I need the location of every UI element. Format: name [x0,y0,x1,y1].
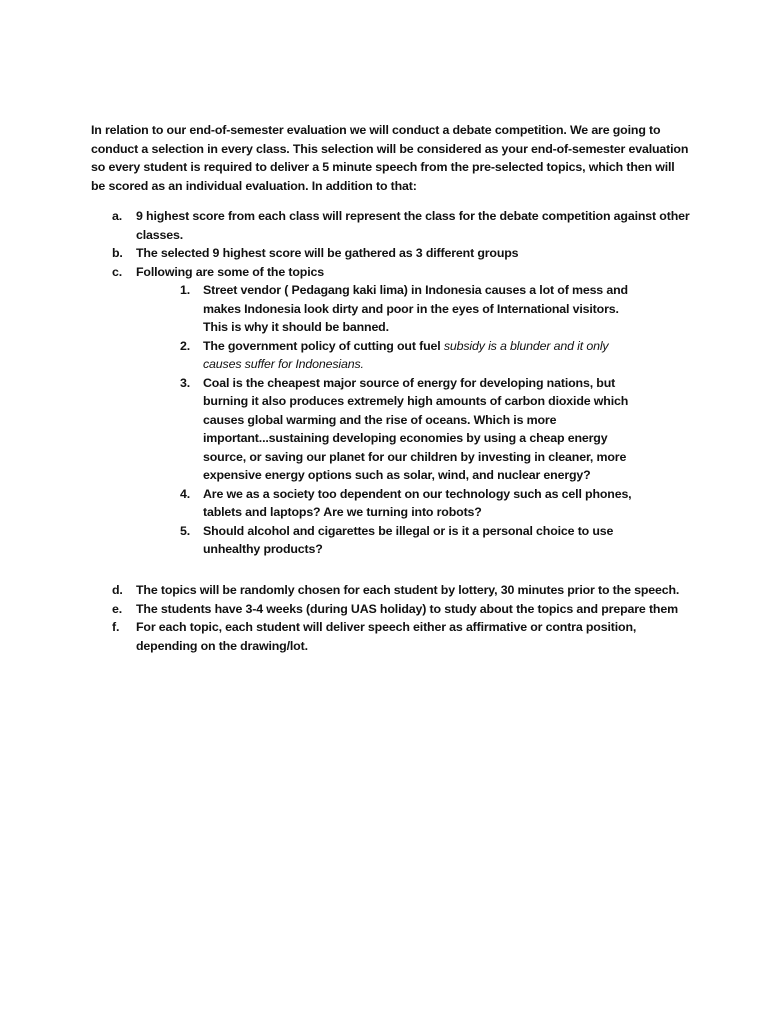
topic-item-2 [158,337,643,374]
list-item-b [91,244,691,263]
topic-marker: 4. [180,486,191,501]
list-item-e [91,600,691,619]
list-marker: d. [112,583,123,597]
list-item-c [91,263,691,559]
topics-list [158,281,643,559]
intro-paragraph [91,121,691,195]
list-marker: c. [112,264,123,279]
list-item-text: For each topic, each student will deliver speech either as affirmative or contra position, depending on the drawing/lot. [136,620,637,653]
topic-text: Street vendor ( Pedagang kaki lima) in Indonesia causes a lot of mess and makes Indonesia look dirty and poor in the eyes of International visitors. This is why it should be banned. [203,283,628,334]
list-item-text: Following are some of the topics [136,264,324,279]
topic-item-5 [158,522,643,559]
topic-item-1 [158,281,643,337]
intro-text: In relation to our end-of-semester evaluation we will conduct a debate competition. We are going to conduct a selection in every class. This selection will be considered as your end-of-semester evaluation so every student is required to deliver a 5 minute speech from the pre-selected topics, which then will be scored as an individual evaluation. In addition to that: [91,123,689,193]
topic-item-3 [158,374,643,485]
topic-text: Are we as a society too dependent on our technology such as cell phones, tablets and laptops? Are we turning into robots? [203,486,632,519]
list-item-f [91,618,691,655]
topic-item-4 [158,485,643,522]
list-item-text: The topics will be randomly chosen for each student by lottery, 30 minutes prior to the speech. [136,583,680,597]
topic-marker: 2. [180,338,191,353]
list-marker: a. [112,209,123,223]
topic-text: Coal is the cheapest major source of energy for developing nations, but burning it also produces extremely high amounts of carbon dioxide which causes global warming and the rise of oceans. Which is more important...sustaining developing economies by using a cheap energy source, or saving our planet for our children by investing in cleaner, more expensive energy options such as solar, wind, and nuclear energy? [203,375,629,482]
topic-marker: 3. [180,375,191,390]
list-marker: f. [112,620,120,634]
topic-text-italic: subsidy is a blunder and it only causes suffer for Indonesians. [203,338,609,371]
list-marker: e. [112,601,123,616]
procedure-list [91,581,691,655]
requirements-list [91,207,691,559]
list-item-text: The selected 9 highest score will be gathered as 3 different groups [136,246,519,260]
list-item-text: The students have 3-4 weeks (during UAS holiday) to study about the topics and prepare them [136,601,678,616]
list-marker: b. [112,246,123,260]
list-item-a [91,207,691,244]
list-item-text: 9 highest score from each class will represent the class for the debate competition against other classes. [136,209,690,242]
topic-marker: 1. [180,283,191,297]
topic-text: Should alcohol and cigarettes be illegal or is it a personal choice to use unhealthy products? [203,523,614,556]
list-item-d [91,581,691,600]
topic-marker: 5. [180,523,191,538]
topic-text-bold: The government policy of cutting out fuel [203,338,444,353]
